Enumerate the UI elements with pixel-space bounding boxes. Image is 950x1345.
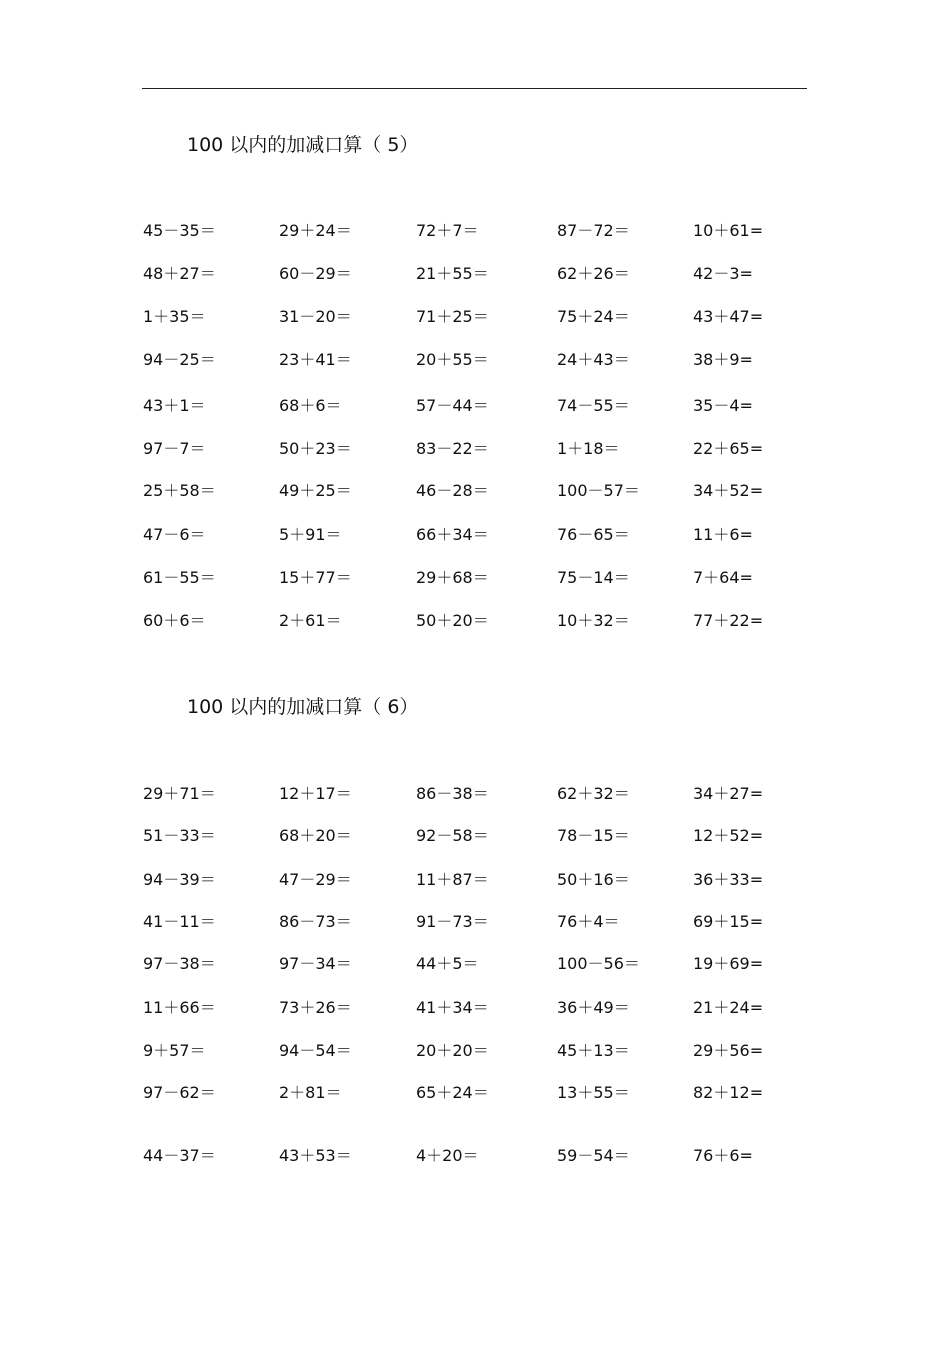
arithmetic-problem: 73＋26＝	[279, 998, 352, 1017]
arithmetic-problem: 97－38＝	[143, 954, 216, 973]
arithmetic-problem: 77＋22=	[693, 611, 764, 630]
arithmetic-problem: 65＋24＝	[416, 1083, 489, 1102]
arithmetic-problem: 13＋55＝	[557, 1083, 630, 1102]
arithmetic-problem: 9＋57＝	[143, 1041, 206, 1060]
arithmetic-problem: 94－25＝	[143, 350, 216, 369]
arithmetic-problem: 94－54＝	[279, 1041, 352, 1060]
arithmetic-problem: 72＋7＝	[416, 221, 479, 240]
arithmetic-problem: 21＋24=	[693, 998, 764, 1017]
arithmetic-problem: 2＋81＝	[279, 1083, 342, 1102]
arithmetic-problem: 75＋24＝	[557, 307, 630, 326]
arithmetic-problem: 76－65＝	[557, 525, 630, 544]
arithmetic-problem: 35－4=	[693, 396, 753, 415]
arithmetic-problem: 60＋6＝	[143, 611, 206, 630]
arithmetic-problem: 29＋68＝	[416, 568, 489, 587]
arithmetic-problem: 2＋61＝	[279, 611, 342, 630]
arithmetic-problem: 74－55＝	[557, 396, 630, 415]
section-title: 100 以内的加减口算（ 6）	[187, 696, 419, 718]
arithmetic-problem: 34＋52=	[693, 481, 764, 500]
arithmetic-problem: 10＋32＝	[557, 611, 630, 630]
arithmetic-problem: 45＋13＝	[557, 1041, 630, 1060]
arithmetic-problem: 92－58＝	[416, 826, 489, 845]
arithmetic-problem: 46－28＝	[416, 481, 489, 500]
arithmetic-problem: 24＋43＝	[557, 350, 630, 369]
arithmetic-problem: 44－37＝	[143, 1146, 216, 1165]
arithmetic-problem: 57－44＝	[416, 396, 489, 415]
arithmetic-problem: 47－6＝	[143, 525, 206, 544]
arithmetic-problem: 15＋77＝	[279, 568, 352, 587]
arithmetic-problem: 68＋6＝	[279, 396, 342, 415]
arithmetic-problem: 11＋6=	[693, 525, 753, 544]
arithmetic-problem: 66＋34＝	[416, 525, 489, 544]
arithmetic-problem: 31－20＝	[279, 307, 352, 326]
arithmetic-problem: 11＋87＝	[416, 870, 489, 889]
arithmetic-problem: 7＋64=	[693, 568, 753, 587]
arithmetic-problem: 76＋6=	[693, 1146, 753, 1165]
arithmetic-problem: 60－29＝	[279, 264, 352, 283]
arithmetic-problem: 61－55＝	[143, 568, 216, 587]
arithmetic-problem: 50＋23＝	[279, 439, 352, 458]
arithmetic-problem: 12＋52=	[693, 826, 764, 845]
header-rule	[142, 88, 807, 89]
arithmetic-problem: 42－3=	[693, 264, 753, 283]
arithmetic-problem: 59－54＝	[557, 1146, 630, 1165]
arithmetic-problem: 97－62＝	[143, 1083, 216, 1102]
section-title: 100 以内的加减口算（ 5）	[187, 134, 419, 156]
arithmetic-problem: 62＋26＝	[557, 264, 630, 283]
arithmetic-problem: 29＋71＝	[143, 784, 216, 803]
arithmetic-problem: 91－73＝	[416, 912, 489, 931]
arithmetic-problem: 82＋12=	[693, 1083, 764, 1102]
arithmetic-problem: 83－22＝	[416, 439, 489, 458]
arithmetic-problem: 5＋91＝	[279, 525, 342, 544]
arithmetic-problem: 62＋32＝	[557, 784, 630, 803]
arithmetic-problem: 75－14＝	[557, 568, 630, 587]
arithmetic-problem: 48＋27＝	[143, 264, 216, 283]
arithmetic-problem: 22＋65=	[693, 439, 764, 458]
arithmetic-problem: 49＋25＝	[279, 481, 352, 500]
arithmetic-problem: 12＋17＝	[279, 784, 352, 803]
arithmetic-problem: 20＋55＝	[416, 350, 489, 369]
arithmetic-problem: 43＋1＝	[143, 396, 206, 415]
arithmetic-problem: 87－72＝	[557, 221, 630, 240]
arithmetic-problem: 29＋24＝	[279, 221, 352, 240]
arithmetic-problem: 20＋20＝	[416, 1041, 489, 1060]
arithmetic-problem: 78－15＝	[557, 826, 630, 845]
arithmetic-problem: 100－57＝	[557, 481, 640, 500]
arithmetic-problem: 47－29＝	[279, 870, 352, 889]
arithmetic-problem: 19＋69=	[693, 954, 764, 973]
arithmetic-problem: 41＋34＝	[416, 998, 489, 1017]
arithmetic-problem: 25＋58＝	[143, 481, 216, 500]
arithmetic-problem: 50＋20＝	[416, 611, 489, 630]
arithmetic-problem: 97－7＝	[143, 439, 206, 458]
arithmetic-problem: 43＋47=	[693, 307, 764, 326]
arithmetic-problem: 1＋18＝	[557, 439, 620, 458]
arithmetic-problem: 36＋33=	[693, 870, 764, 889]
arithmetic-problem: 100－56＝	[557, 954, 640, 973]
arithmetic-problem: 68＋20＝	[279, 826, 352, 845]
arithmetic-problem: 36＋49＝	[557, 998, 630, 1017]
arithmetic-problem: 45－35＝	[143, 221, 216, 240]
arithmetic-problem: 86－73＝	[279, 912, 352, 931]
arithmetic-problem: 76＋4＝	[557, 912, 620, 931]
arithmetic-problem: 50＋16＝	[557, 870, 630, 889]
arithmetic-problem: 21＋55＝	[416, 264, 489, 283]
arithmetic-problem: 71＋25＝	[416, 307, 489, 326]
arithmetic-problem: 41－11＝	[143, 912, 216, 931]
arithmetic-problem: 69＋15=	[693, 912, 764, 931]
arithmetic-problem: 10＋61=	[693, 221, 764, 240]
arithmetic-problem: 94－39＝	[143, 870, 216, 889]
arithmetic-problem: 43＋53＝	[279, 1146, 352, 1165]
arithmetic-problem: 29＋56=	[693, 1041, 764, 1060]
arithmetic-problem: 97－34＝	[279, 954, 352, 973]
arithmetic-problem: 44＋5＝	[416, 954, 479, 973]
arithmetic-problem: 1＋35＝	[143, 307, 206, 326]
arithmetic-problem: 11＋66＝	[143, 998, 216, 1017]
arithmetic-problem: 34＋27=	[693, 784, 764, 803]
arithmetic-problem: 51－33＝	[143, 826, 216, 845]
arithmetic-problem: 86－38＝	[416, 784, 489, 803]
arithmetic-problem: 38＋9=	[693, 350, 753, 369]
arithmetic-problem: 4＋20＝	[416, 1146, 479, 1165]
arithmetic-problem: 23＋41＝	[279, 350, 352, 369]
